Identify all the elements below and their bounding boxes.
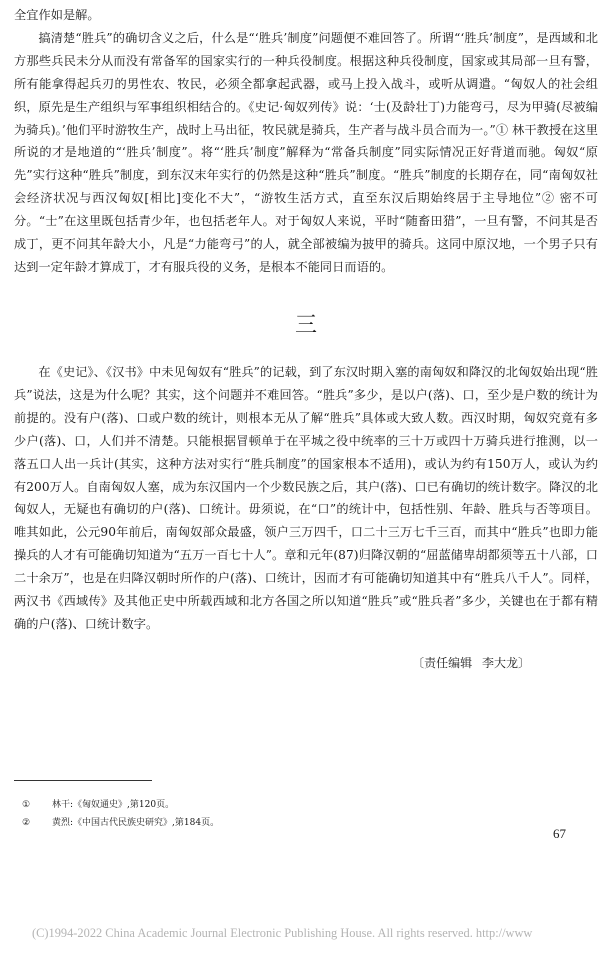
responsible-editor: 〔责任编辑 李大龙〕	[412, 656, 530, 670]
footnote-divider	[14, 780, 152, 781]
paragraph-continuation: 全宜作如是解。	[14, 8, 100, 22]
footnote-text: 黄烈:《中国古代民族史研究》,第184页。	[52, 818, 220, 828]
footnotes	[22, 796, 582, 832]
section-heading: 三	[294, 313, 317, 338]
paragraph-population-statistics: 在《史记》、《汉书》中未见匈奴有“胜兵”的记载，到了东汉时期入塞的南匈奴和降汉的北匈奴始出现“胜兵”说法，这是为什么呢？其实，这个问题并不难回答。“胜兵”多少，是以户(落)、口，至少是户数的统计为前提的。没有户(落)、口或户数的统计，则根本无从了解“胜兵”具体或大致人数。西汉时期，匈奴究竟有多少户(落)、口，人们并不清楚。只能根据冒顿单于在平城之役中统率的三十万或四十万骑兵进行推测，以一落五口人出一兵计(其实，这种方法对实行“胜兵制度”的国家根本不适用)，或认为约有150万人，或认为约有200万人。自南匈奴人塞，成为东汉国内一个少数民族之后，其户(落)、口已有确切的统计数字。降汉的北匈奴人，无疑也有确切的户(落)、口统计。毋须说，在“口”的统计中，包括性别、年龄、胜兵与否等项目。唯其如此，公元90年前后，南匈奴部众最盛，领户三万四千，口二十三万七千三百，而其中“胜兵”也即力能操兵的人才有可能确切知道为“五万一百七十人”。章和元年(87)归降汉朝的“屈蓝储卑胡都须等五十八部，口二十余万”，也是在归降汉朝时所作的户(落)、口统计，因而才有可能确切知道其中有“胜兵八千人”。同样，两汉书《西域传》及其他正史中所载西域和北方各国之所以知道“胜兵”或“胜兵者”多少，关键也在于都有精确的户(落)、口统计数字。	[14, 365, 598, 631]
footnote-1	[22, 796, 582, 814]
footnote-marker: ②	[22, 818, 31, 828]
footnote-text: 林干:《匈奴通史》,第120页。	[52, 800, 175, 810]
footnote-2	[22, 814, 582, 832]
footnote-marker: ①	[22, 800, 31, 810]
copyright-watermark: (C)1994-2022 China Academic Journal Electronic Publishing House. All rights reserved. http://www	[32, 926, 533, 940]
body-text-top	[14, 4, 598, 279]
body-text-section-three	[14, 361, 598, 636]
paragraph-shengbing-system: 搞清楚“胜兵”的确切含义之后，什么是“‘胜兵’制度”问题便不难回答了。所谓“‘胜兵’制度”，是西域和北方那些兵民未分从而没有常备军的国家实行的一种兵役制度。根据这种兵役制度，国家或其局部一旦有警，所有能拿得起兵刃的男性农、牧民，必须全都拿起武器，或马上投入战斗，或听从调遣。“匈奴人的社会组织，原先是生产组织与军事组织相结合的。《史记·匈奴列传》说：‘士(及龄壮丁)力能弯弓，尽为甲骑(尽被编为骑兵)。’他们平时游牧生产，战时上马出征，牧民就是骑兵，生产者与战斗员合而为一。”① 林干教授在这里所说的才是地道的“‘胜兵’制度”。将“‘胜兵’制度”解释为“常备兵制度”同实际情况正好背道而驰。匈奴“原先”实行这种“胜兵”制度，到东汉末年实行的仍然是这种“胜兵”制度。“胜兵”制度的长期存在，同“南匈奴社会经济状况与西汉匈奴[相比]变化不大”，“游牧生活方式，直至东汉后期始终居于主导地位”② 密不可分。“士”在这里既包括青少年，也包括老年人。对于匈奴人来说，平时“随畜田猎”，一旦有警，不问其是否成丁，更不问其年龄大小，凡是“力能弯弓”的人，就全部被编为披甲的骑兵。这同中原汉地，一个男子只有达到一定年龄才算成丁，才有服兵役的义务，是根本不能同日而语的。	[14, 30, 598, 274]
page-number: 67	[553, 826, 566, 841]
